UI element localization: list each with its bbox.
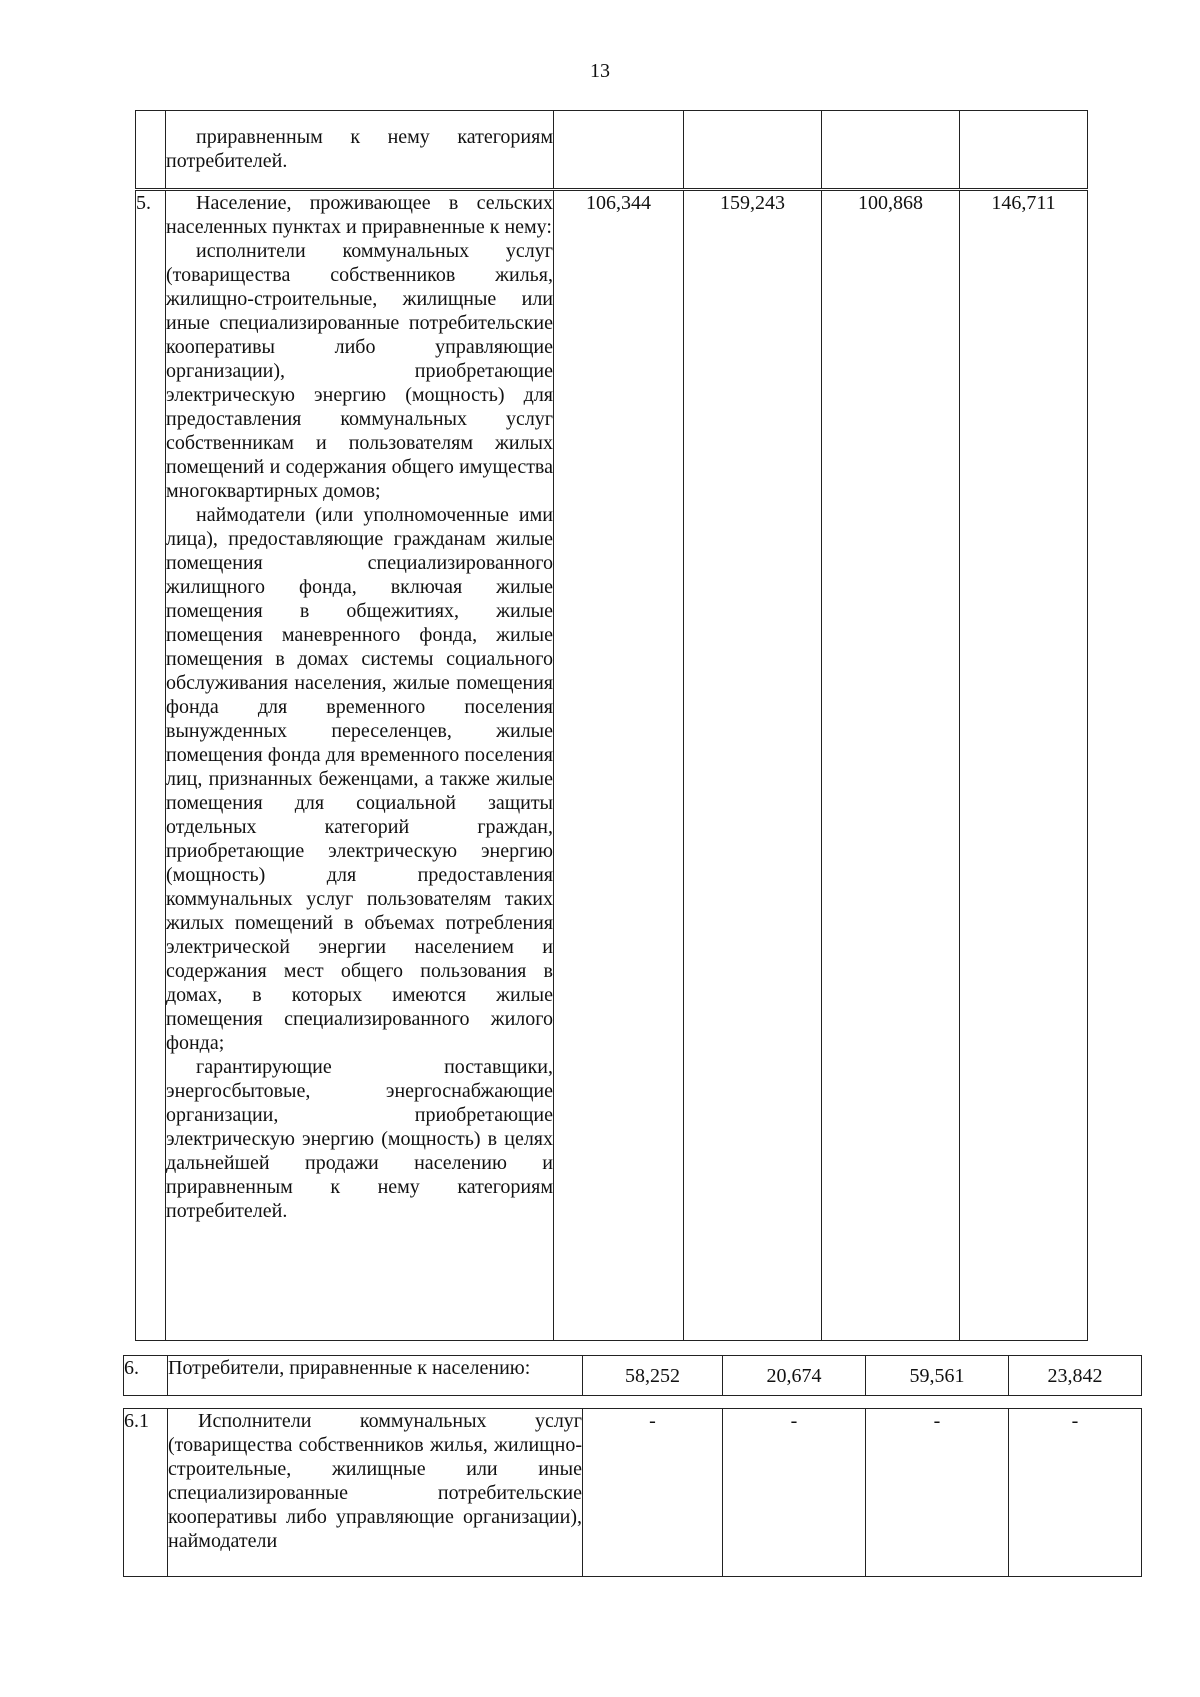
paragraph-suppliers: гарантирующие поставщики, энергосбытовые, энергоснабжающие организации, приобретающие электрическую энергию (мощность) в целях дальнейшей продажи населению и приравненным к нему категориям потребителей. (166, 1056, 553, 1222)
row-description: приравненным к нему категориям потребителей. (166, 111, 554, 189)
row-description: Исполнители коммунальных услуг (товарищества собственников жилья, жилищно-строительные, жилищные или иные специализированные потребительские кооперативы либо управляющие организации), наймодатели (168, 1409, 583, 1577)
row-description (166, 191, 554, 1341)
value-cell-3: - (866, 1409, 1009, 1577)
value-cell-3: 59,561 (866, 1356, 1009, 1396)
value-cell-4: 146,711 (960, 191, 1088, 1341)
value-cell-2: - (723, 1409, 866, 1577)
row-description: Потребители, приравненные к населению: (168, 1356, 583, 1396)
table-row (136, 191, 1088, 1341)
value-cell (684, 111, 822, 189)
value-cell-3: 100,868 (822, 191, 960, 1341)
row-number-cell (136, 111, 166, 189)
value-cell-2: 20,674 (723, 1356, 866, 1396)
value-cell-2: 159,243 (684, 191, 822, 1341)
value-cell-1: - (583, 1409, 723, 1577)
value-cell-4: 23,842 (1009, 1356, 1142, 1396)
table-row-6-1 (123, 1408, 1142, 1577)
row-number: 5. (136, 191, 166, 1341)
paragraph-landlords: наймодатели (или уполномоченные ими лица), предоставляющие гражданам жилые помещения специализированного жилищного фонда, включая жилые помещения в общежитиях, жилые помещения маневренного фонда, жилые помещения в домах системы социального обслуживания населения, жилые помещения фонда для временного поселения вынужденных переселенцев, жилые помещения фонда для временного поселения лиц, признанных беженцами, а также жилые помещения для социальной защиты отдельных категорий граждан, приобретающие электрическую энергию (мощность) для предоставления коммунальных услуг пользователям таких жилых помещений в объемах потребления электрической энергии населением и содержания мест общего пользования в домах, в которых имеются жилые помещения специализированного жилого фонда; (166, 504, 553, 1054)
value-cell (960, 111, 1088, 189)
table-row-6 (123, 1355, 1142, 1396)
value-cell (554, 111, 684, 189)
table-continuation (135, 110, 1088, 189)
value-cell (822, 111, 960, 189)
value-cell-4: - (1009, 1409, 1142, 1577)
page-number: 13 (590, 60, 610, 82)
table-row (124, 1356, 1142, 1396)
row-number: 6. (124, 1356, 168, 1396)
table-row (136, 111, 1088, 189)
row-number: 6.1 (124, 1409, 168, 1577)
paragraph-utility-providers: исполнители коммунальных услуг (товарищества собственников жилья, жилищно-строительные, жилищные или иные специализированные потребительские кооперативы либо управляющие организации), приобретающие электрическую энергию (мощность) для предоставления коммунальных услуг собственникам и пользователям жилых помещений и содержания общего имущества многоквартирных домов; (166, 240, 553, 502)
table-row (124, 1409, 1142, 1577)
value-cell-1: 106,344 (554, 191, 684, 1341)
value-cell-1: 58,252 (583, 1356, 723, 1396)
paragraph-population: Население, проживающее в сельских населенных пунктах и приравненные к нему: (166, 192, 553, 238)
table-row-5 (135, 190, 1088, 1341)
